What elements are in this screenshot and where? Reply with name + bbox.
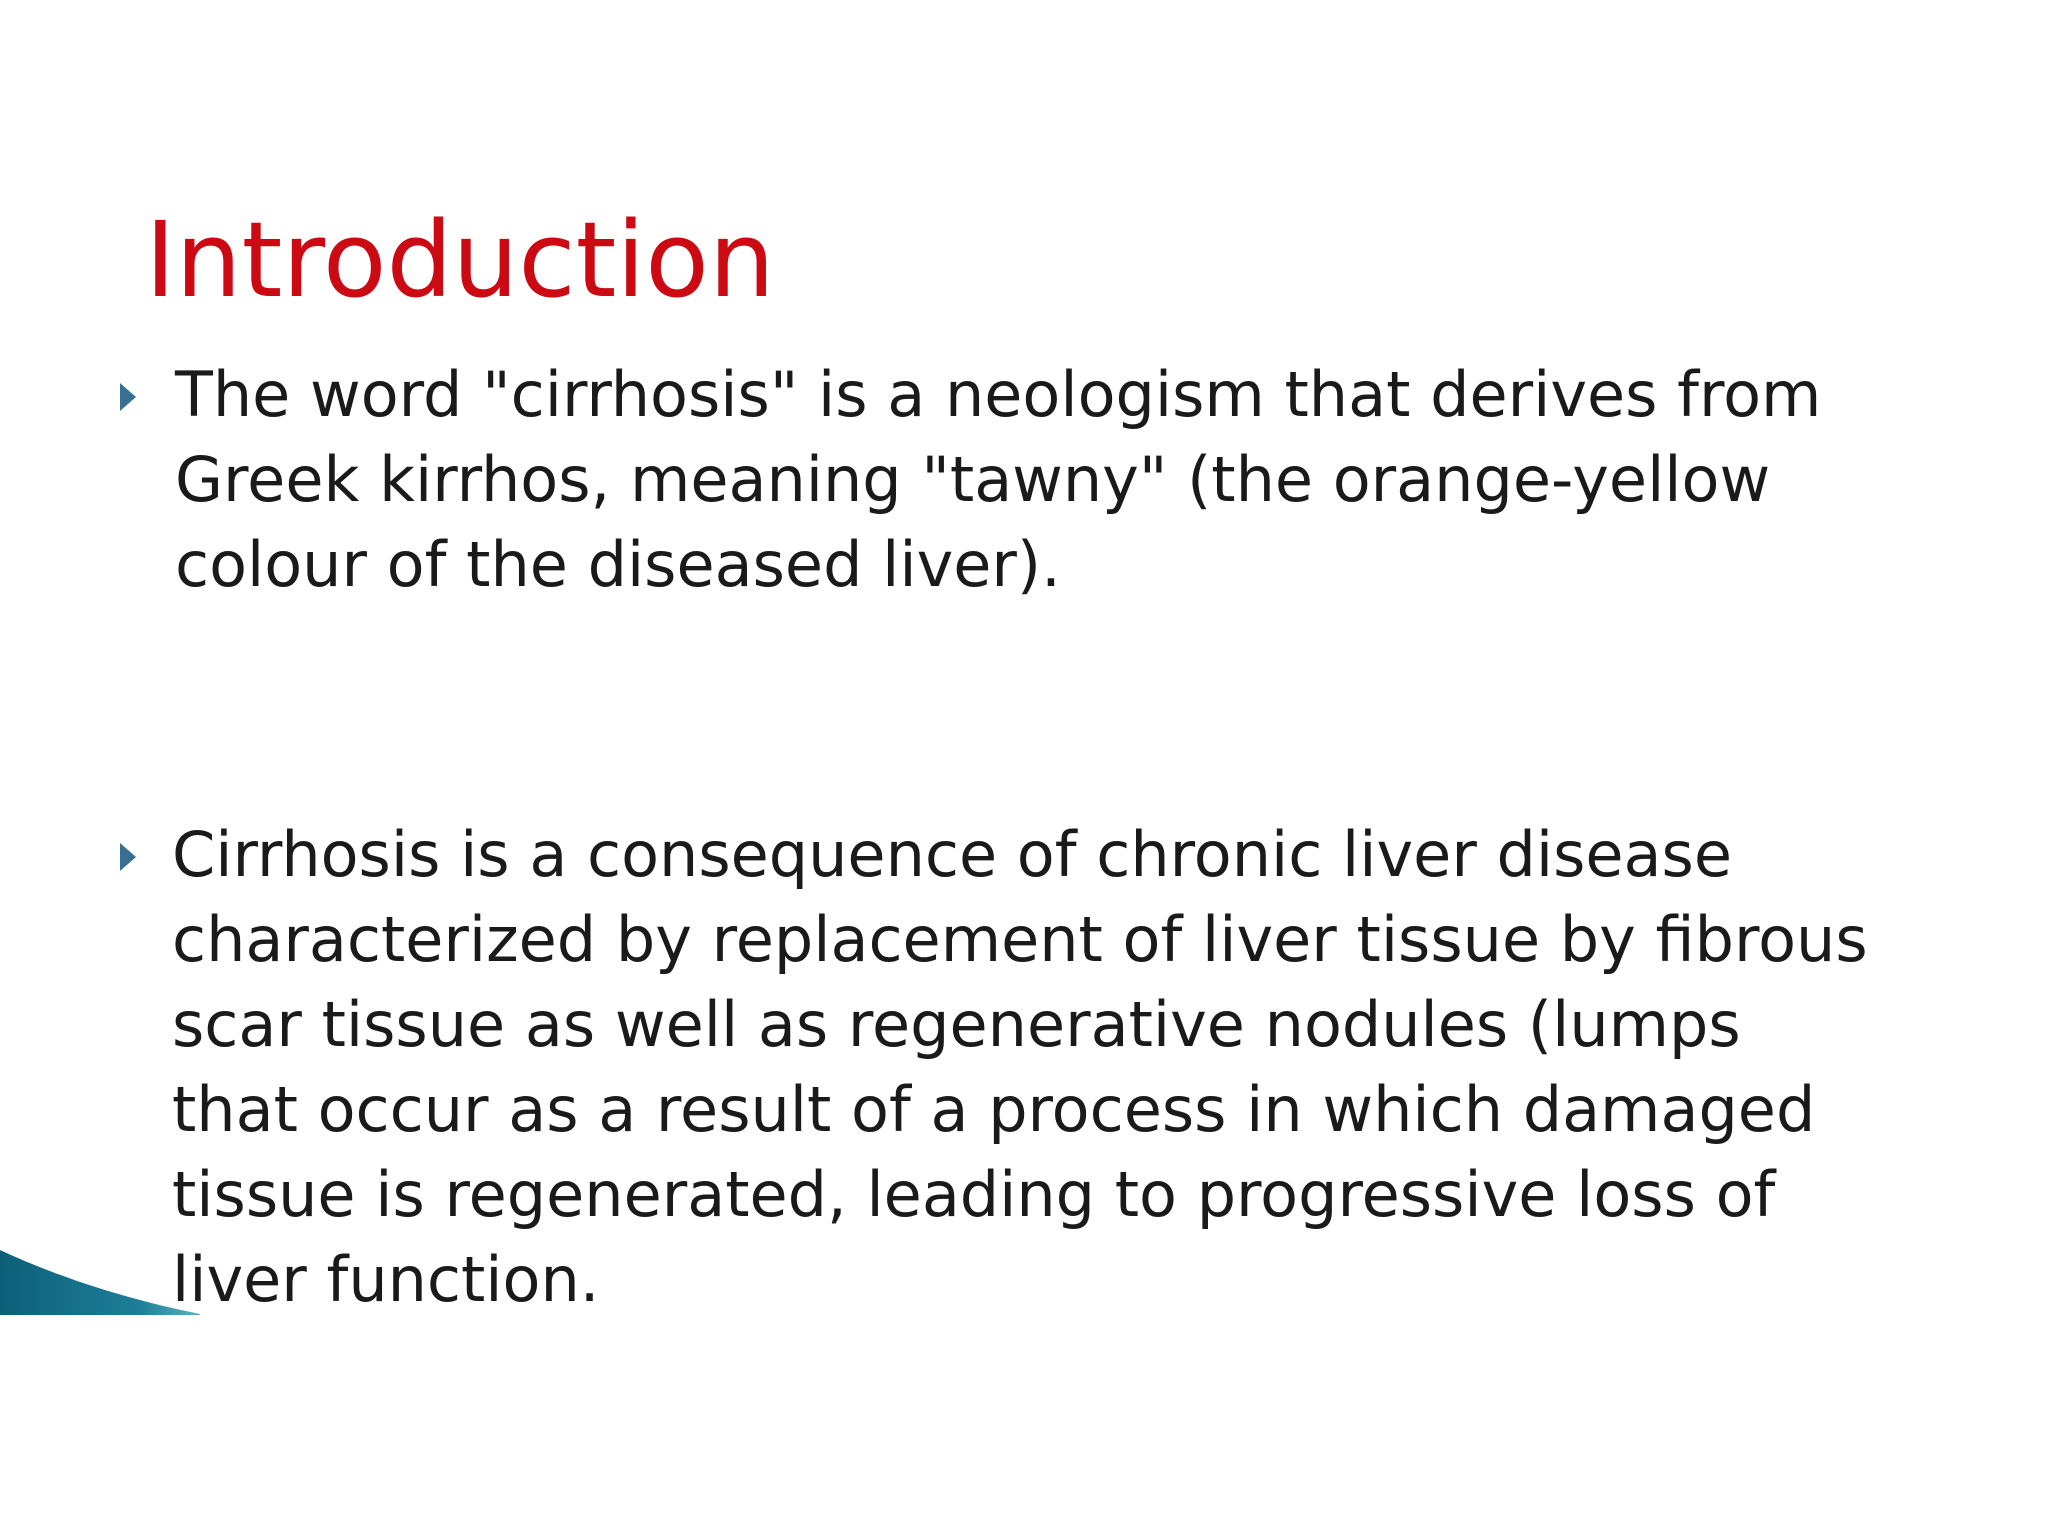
bullet-line: The word "cirrhosis" is a neologism that derives from (175, 358, 1822, 431)
bullet-line: colour of the diseased liver). (175, 528, 1061, 601)
slide-title: Introduction (145, 199, 775, 321)
decorative-corner-wedge (0, 1250, 200, 1315)
bullet-line: Cirrhosis is a consequence of chronic liver disease (172, 818, 1732, 891)
bullet-arrow-icon (120, 383, 136, 411)
bullet-text (175, 352, 1821, 607)
bullet-line: tissue is regenerated, leading to progressive loss of (172, 1158, 1776, 1231)
bullet-line: liver function. (172, 1243, 600, 1316)
bullet-line: Greek kirrhos, meaning "tawny" (the orange-yellow (175, 443, 1771, 516)
bullet-arrow-icon (120, 843, 136, 871)
bullet-line: scar tissue as well as regenerative nodules (lumps (172, 988, 1741, 1061)
wedge-shape (0, 1250, 200, 1315)
bullet-line: that occur as a result of a process in which damaged (172, 1073, 1816, 1146)
bullet-line: characterized by replacement of liver tissue by fibrous (172, 903, 1868, 976)
bullet-text (172, 812, 1868, 1322)
